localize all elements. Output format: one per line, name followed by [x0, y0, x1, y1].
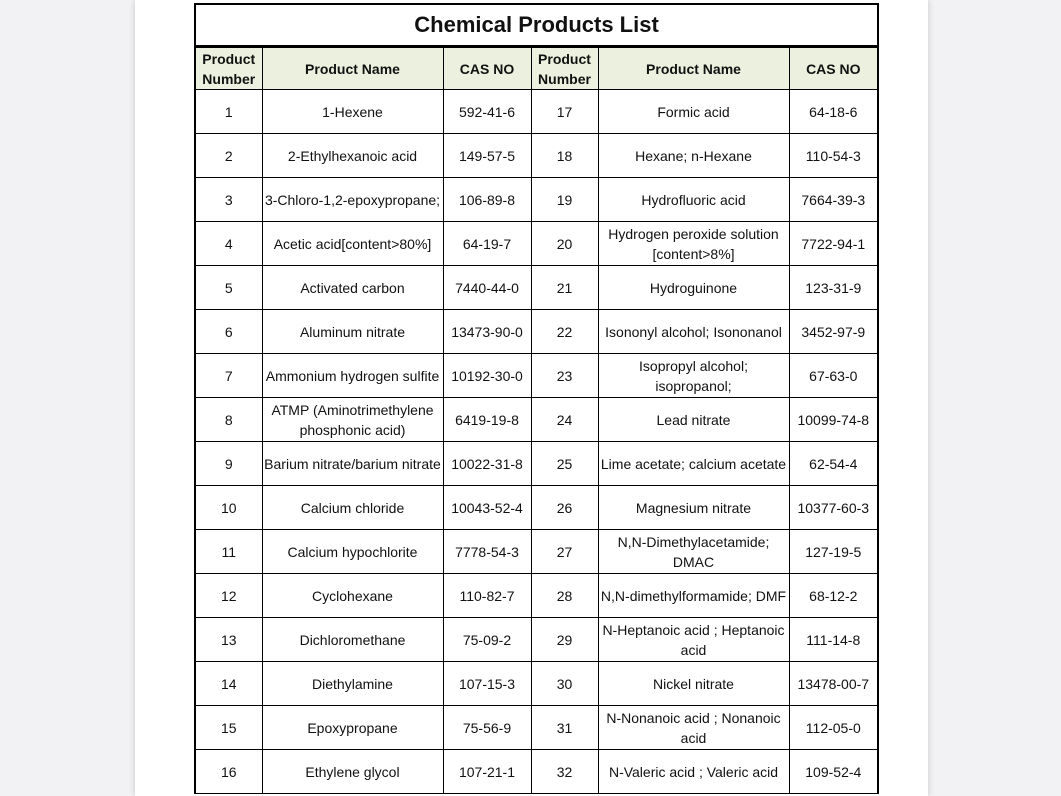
cas-number-cell: 7722-94-1	[789, 222, 878, 266]
product-number-cell: 8	[195, 398, 262, 442]
table-body	[195, 90, 878, 794]
table-row	[195, 310, 878, 354]
cas-number-cell: 123-31-9	[789, 266, 878, 310]
product-number-cell: 4	[195, 222, 262, 266]
product-name-cell: Lead nitrate	[598, 398, 789, 442]
product-number-cell: 19	[531, 178, 598, 222]
product-number-cell: 20	[531, 222, 598, 266]
product-number-cell: 28	[531, 574, 598, 618]
header-product-name: Product Name	[598, 47, 789, 90]
cas-number-cell: 13478-00-7	[789, 662, 878, 706]
product-name-cell: 1-Hexene	[262, 90, 443, 134]
product-name-cell: Ethylene glycol	[262, 750, 443, 794]
product-number-cell: 25	[531, 442, 598, 486]
product-number-cell: 23	[531, 354, 598, 398]
product-number-cell: 29	[531, 618, 598, 662]
table-row	[195, 618, 878, 662]
product-number-cell: 15	[195, 706, 262, 750]
product-name-cell: Isopropyl alcohol; isopropanol;	[598, 354, 789, 398]
product-name-cell: Barium nitrate/barium nitrate	[262, 442, 443, 486]
header-product-name: Product Name	[262, 47, 443, 90]
product-name-cell: Hydroguinone	[598, 266, 789, 310]
product-number-cell: 31	[531, 706, 598, 750]
product-name-cell: Isononyl alcohol; Isononanol	[598, 310, 789, 354]
product-number-cell: 10	[195, 486, 262, 530]
product-name-cell: N,N-dimethylformamide; DMF	[598, 574, 789, 618]
product-number-cell: 26	[531, 486, 598, 530]
product-number-cell: 7	[195, 354, 262, 398]
product-name-cell: Activated carbon	[262, 266, 443, 310]
product-name-cell: Hydrogen peroxide solution [content>8%]	[598, 222, 789, 266]
header-cas-no: CAS NO	[443, 47, 531, 90]
table-row	[195, 750, 878, 794]
table-row	[195, 90, 878, 134]
table-row	[195, 662, 878, 706]
cas-number-cell: 62-54-4	[789, 442, 878, 486]
cas-number-cell: 75-09-2	[443, 618, 531, 662]
table-row	[195, 574, 878, 618]
cas-number-cell: 111-14-8	[789, 618, 878, 662]
cas-number-cell: 10377-60-3	[789, 486, 878, 530]
table-row	[195, 178, 878, 222]
cas-number-cell: 107-21-1	[443, 750, 531, 794]
cas-number-cell: 10099-74-8	[789, 398, 878, 442]
table-header-row	[195, 47, 878, 90]
product-number-cell: 11	[195, 530, 262, 574]
product-name-cell: N-Valeric acid ; Valeric acid	[598, 750, 789, 794]
cas-number-cell: 7778-54-3	[443, 530, 531, 574]
cas-number-cell: 10022-31-8	[443, 442, 531, 486]
product-name-cell: N-Heptanoic acid ; Heptanoic acid	[598, 618, 789, 662]
product-number-cell: 27	[531, 530, 598, 574]
product-name-cell: ATMP (Aminotrimethylene phosphonic acid)	[262, 398, 443, 442]
product-name-cell: Aluminum nitrate	[262, 310, 443, 354]
product-number-cell: 22	[531, 310, 598, 354]
product-number-cell: 12	[195, 574, 262, 618]
table-row	[195, 442, 878, 486]
chemical-products-table	[194, 3, 879, 794]
cas-number-cell: 64-18-6	[789, 90, 878, 134]
cas-number-cell: 68-12-2	[789, 574, 878, 618]
product-number-cell: 5	[195, 266, 262, 310]
product-number-cell: 1	[195, 90, 262, 134]
product-number-cell: 24	[531, 398, 598, 442]
product-name-cell: Acetic acid[content>80%]	[262, 222, 443, 266]
product-number-cell: 13	[195, 618, 262, 662]
product-number-cell: 6	[195, 310, 262, 354]
cas-number-cell: 7440-44-0	[443, 266, 531, 310]
cas-number-cell: 13473-90-0	[443, 310, 531, 354]
product-number-cell: 17	[531, 90, 598, 134]
table-row	[195, 398, 878, 442]
cas-number-cell: 3452-97-9	[789, 310, 878, 354]
product-name-cell: Hydrofluoric acid	[598, 178, 789, 222]
product-name-cell: Formic acid	[598, 90, 789, 134]
product-number-cell: 3	[195, 178, 262, 222]
table-row	[195, 134, 878, 178]
product-name-cell: Lime acetate; calcium acetate	[598, 442, 789, 486]
cas-number-cell: 10192-30-0	[443, 354, 531, 398]
product-name-cell: Hexane; n-Hexane	[598, 134, 789, 178]
table-row	[195, 486, 878, 530]
product-number-cell: 18	[531, 134, 598, 178]
cas-number-cell: 592-41-6	[443, 90, 531, 134]
cas-number-cell: 110-82-7	[443, 574, 531, 618]
product-name-cell: 3-Chloro-1,2-epoxypropane;	[262, 178, 443, 222]
cas-number-cell: 67-63-0	[789, 354, 878, 398]
product-name-cell: Calcium hypochlorite	[262, 530, 443, 574]
table-title: Chemical Products List	[195, 4, 878, 47]
table-row	[195, 222, 878, 266]
product-name-cell: Diethylamine	[262, 662, 443, 706]
document-page	[135, 0, 928, 796]
product-number-cell: 14	[195, 662, 262, 706]
product-number-cell: 30	[531, 662, 598, 706]
table-row	[195, 530, 878, 574]
cas-number-cell: 107-15-3	[443, 662, 531, 706]
cas-number-cell: 75-56-9	[443, 706, 531, 750]
product-name-cell: Ammonium hydrogen sulfite	[262, 354, 443, 398]
header-cas-no: CAS NO	[789, 47, 878, 90]
table-row	[195, 266, 878, 310]
product-number-cell: 16	[195, 750, 262, 794]
cas-number-cell: 112-05-0	[789, 706, 878, 750]
cas-number-cell: 6419-19-8	[443, 398, 531, 442]
cas-number-cell: 64-19-7	[443, 222, 531, 266]
cas-number-cell: 110-54-3	[789, 134, 878, 178]
product-name-cell: Calcium chloride	[262, 486, 443, 530]
product-name-cell: N-Nonanoic acid ; Nonanoic acid	[598, 706, 789, 750]
table-row	[195, 354, 878, 398]
product-name-cell: N,N-Dimethylacetamide; DMAC	[598, 530, 789, 574]
cas-number-cell: 10043-52-4	[443, 486, 531, 530]
product-number-cell: 2	[195, 134, 262, 178]
product-name-cell: 2-Ethylhexanoic acid	[262, 134, 443, 178]
product-number-cell: 9	[195, 442, 262, 486]
cas-number-cell: 106-89-8	[443, 178, 531, 222]
table-row	[195, 706, 878, 750]
cas-number-cell: 109-52-4	[789, 750, 878, 794]
header-product-number: Product Number	[531, 47, 598, 90]
cas-number-cell: 7664-39-3	[789, 178, 878, 222]
product-name-cell: Magnesium nitrate	[598, 486, 789, 530]
product-name-cell: Dichloromethane	[262, 618, 443, 662]
product-number-cell: 21	[531, 266, 598, 310]
product-name-cell: Epoxypropane	[262, 706, 443, 750]
product-number-cell: 32	[531, 750, 598, 794]
product-name-cell: Cyclohexane	[262, 574, 443, 618]
product-name-cell: Nickel nitrate	[598, 662, 789, 706]
header-product-number: Product Number	[195, 47, 262, 90]
cas-number-cell: 127-19-5	[789, 530, 878, 574]
cas-number-cell: 149-57-5	[443, 134, 531, 178]
